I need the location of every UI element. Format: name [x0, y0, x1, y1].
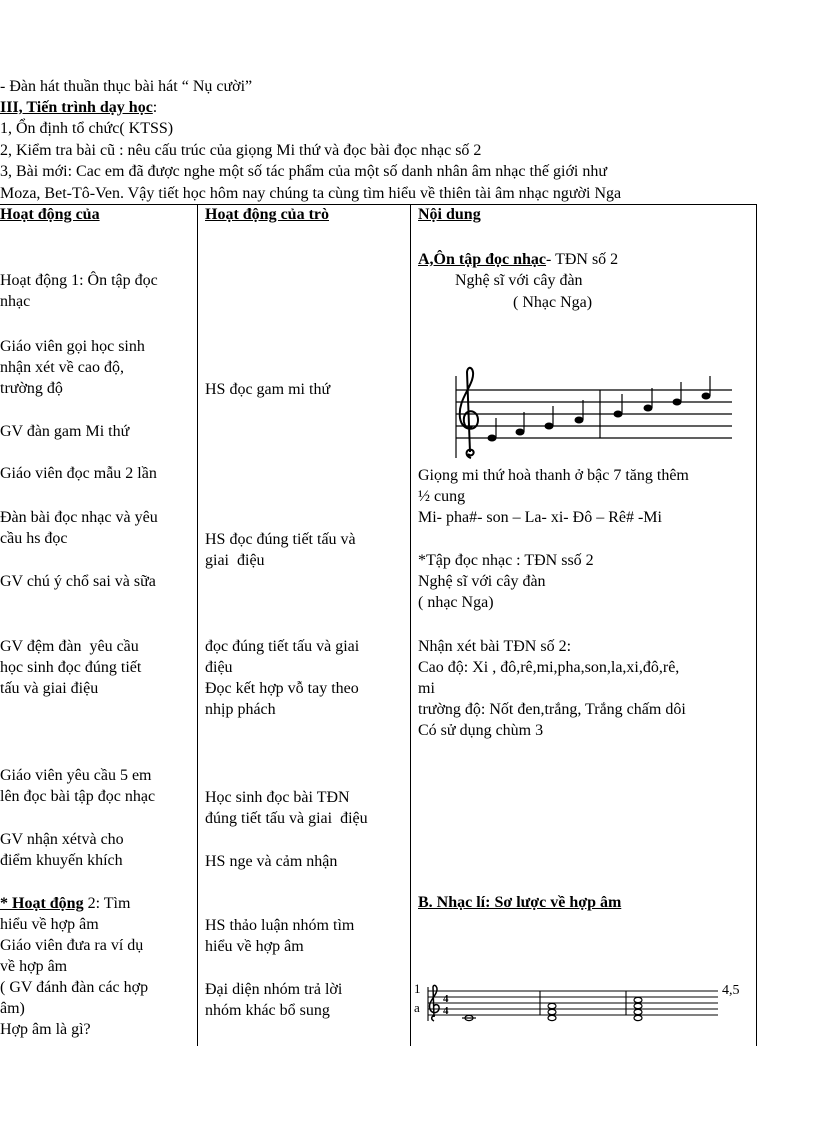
table-divider-2 [410, 204, 411, 1046]
note-mi [488, 435, 497, 442]
chord-3-note-1 [634, 1015, 642, 1020]
chord-3-note-2 [634, 1009, 642, 1014]
teacher-activity-7: GV đệm đàn yêu cầu học sinh đọc đúng tiết tấu và giai điệu [0, 638, 142, 697]
treble-clef-icon [460, 368, 478, 458]
chord-3-note-4 [634, 997, 642, 1002]
student-activity-4: Học sinh đọc bài TĐN đúng tiết tấu và giai điệu [205, 789, 368, 827]
time-sig-top: 4 [443, 993, 449, 1005]
sight-reading-exercise: *Tập đọc nhạc : TĐN ssố 2 Nghệ sĩ với cây đàn ( nhạc Nga) [418, 552, 594, 611]
teacher-activity-9: GV nhận xétvà cho điểm khuyến khích [0, 831, 124, 869]
note-do [644, 405, 653, 412]
teacher-activity-2: Giáo viên gọi học sinh nhận xét về cao độ, trường độ [0, 338, 145, 397]
chord-2-note-2 [548, 1009, 556, 1014]
teacher-activity-4: Giáo viên đọc mẫu 2 lần [0, 465, 157, 482]
staff-lines [456, 376, 732, 458]
scale-description: Giọng mi thứ hoà thanh ở bậc 7 tăng thêm ½ cung Mi- pha#- son – La- xi- Đô – Rê# -Mi [418, 467, 689, 526]
note-son [545, 423, 554, 430]
table-right-border [756, 204, 757, 1046]
note-xi [614, 411, 623, 418]
activity-2-label: * Hoạt động [0, 895, 84, 912]
section-heading [0, 98, 157, 118]
song-title: Nghệ sĩ với cây đàn [455, 272, 583, 289]
intro-line-3: 1, Ổn định tổ chức( KTSS) [0, 120, 174, 137]
staff2-left-top: 1 [414, 981, 421, 996]
student-activity-7: Đại diện nhóm trả lời nhóm khác bổ sung [205, 981, 343, 1019]
section-title: III, Tiến trình dạy học [0, 99, 153, 116]
header-student-activity: Hoạt động của trò [205, 206, 329, 223]
chord-3-note-3 [634, 1003, 642, 1008]
note-re-sharp [673, 399, 682, 406]
table-top-border [0, 204, 757, 205]
student-activity-5: HS nge và cảm nhận [205, 853, 338, 870]
header-teacher-activity: Hoạt động của [0, 206, 100, 223]
note-la [575, 417, 584, 424]
intro-line-6: Moza, Bet-Tô-Ven. Vậy tiết học hôm nay chúng ta cùng tìm hiểu về thiên tài âm nhạc người Nga [0, 185, 622, 202]
student-activity-3: đọc đúng tiết tấu và giai điệu Đọc kết hợp vỗ tay theo nhịp phách [205, 638, 360, 718]
staff2-right-label: 4,5 [722, 983, 740, 998]
note-mi-high [702, 393, 711, 400]
teacher-activity-6: GV chú ý chổ sai và sữa [0, 573, 156, 590]
teacher-activity-10 [0, 893, 130, 914]
header-content: Nội dung [418, 206, 481, 223]
chord-2-note-3 [548, 1003, 556, 1008]
section-a-subtitle: - TĐN số 2 [546, 251, 619, 268]
activity-2-rest: 2: Tìm [83, 895, 131, 912]
section-b-title: B. Nhạc lí: Sơ lược về hợp âm [418, 894, 622, 911]
chord-staff [424, 985, 720, 1025]
scale-notes [488, 376, 711, 442]
intro-line-1: - Đàn hát thuần thục bài hát “ Nụ cười” [0, 78, 253, 95]
intro-line-4: 2, Kiểm tra bài cũ : nêu cấu trúc của giọng Mi thứ và đọc bài đọc nhạc số 2 [0, 142, 482, 159]
sight-reading-notes: Nhận xét bài TĐN số 2: Cao độ: Xi , đô,rê,mi,pha,son,la,xi,đô,rê, mi trường độ: Nốt đen,trắng, Trắng chấm dôi Có sử dụng chùm 3 [418, 638, 686, 739]
student-activity-2: HS đọc đúng tiết tấu và giai điệu [205, 531, 356, 569]
note-pha-sharp [516, 429, 525, 436]
song-origin: ( Nhạc Nga) [513, 294, 593, 311]
time-sig-bottom: 4 [443, 1005, 449, 1017]
teacher-activity-1: Hoạt động 1: Ôn tập đọc nhạc [0, 272, 158, 310]
intro-line-5: 3, Bài mới: Cac em đã được nghe một số tác phẩm của một số danh nhân âm nhạc thế giới như [0, 163, 608, 180]
scale-staff [450, 362, 734, 466]
student-activity-6: HS thảo luận nhóm tìm hiểu về hợp âm [205, 917, 355, 955]
teacher-activity-10-detail: hiểu về hợp âm Giáo viên đưa ra ví dụ về hợp âm ( GV đánh đàn các hợp âm) Hợp âm là gì? [0, 916, 149, 1038]
section-colon: : [152, 99, 158, 116]
section-a-title: A,Ôn tập đọc nhạc [418, 251, 547, 268]
teacher-activity-5: Đàn bài đọc nhạc và yêu cầu hs đọc [0, 509, 158, 547]
table-divider-1 [197, 204, 198, 1046]
section-a-heading [418, 251, 618, 269]
staff2-left-bottom: a [414, 1000, 420, 1015]
teacher-activity-8: Giáo viên yêu cầu 5 em lên đọc bài tập đọc nhạc [0, 767, 156, 805]
teacher-activity-3: GV đàn gam Mi thứ [0, 423, 130, 440]
student-activity-1: HS đọc gam mi thứ [205, 381, 331, 398]
chord-2-note-1 [548, 1015, 556, 1020]
